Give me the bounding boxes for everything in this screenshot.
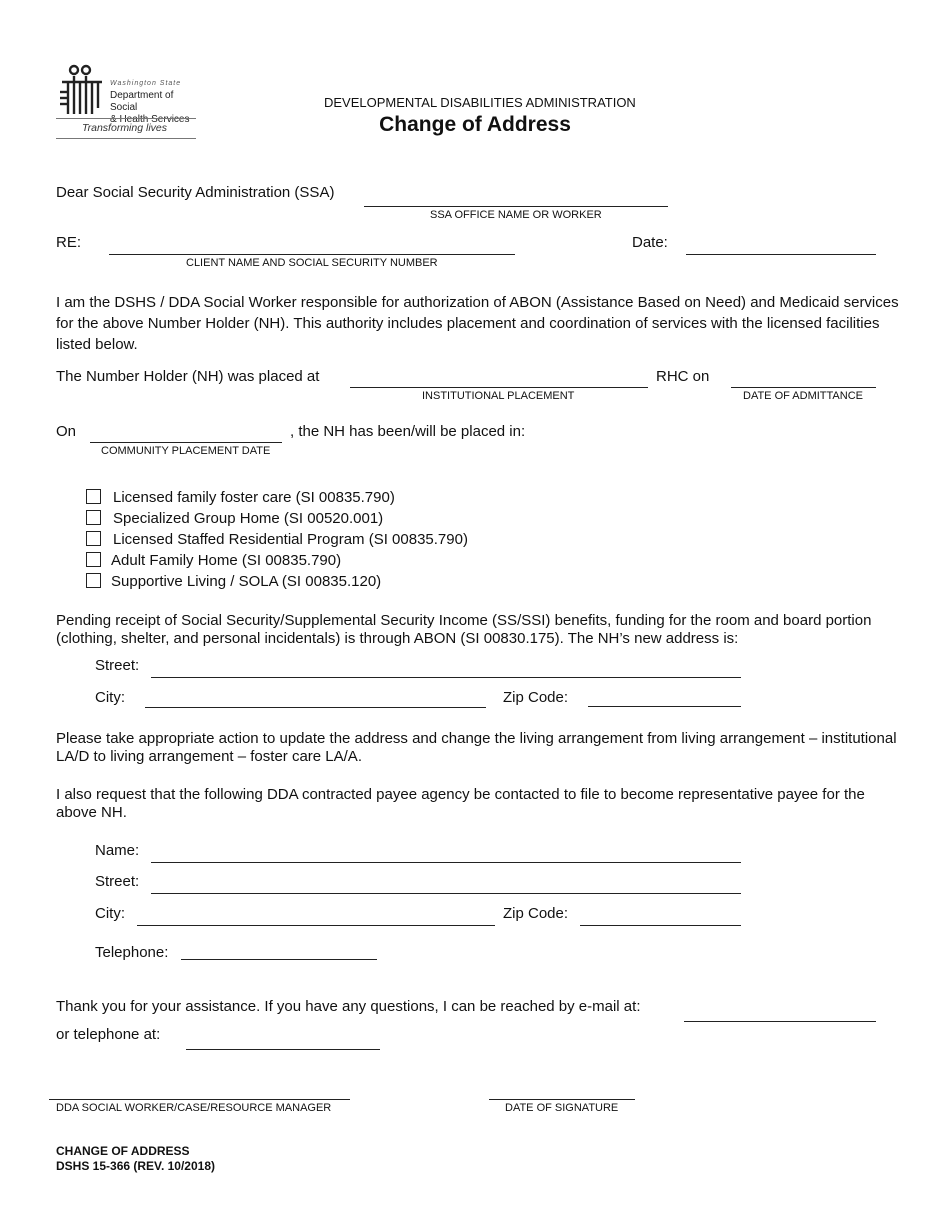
signature-date-field[interactable] (489, 1099, 635, 1100)
checkbox[interactable] (86, 531, 101, 546)
admittance-date-caption: DATE OF ADMITTANCE (743, 390, 863, 402)
option-supportive-living[interactable] (86, 573, 381, 593)
pending-paragraph: Pending receipt of Social Security/Supplemental Security Income (SS/SSI) benefits, funding for the room and board portion (clothing, shelter, and personal incidentals) is through ABON (SI 00830.175). The NH’s new address is: (56, 612, 872, 647)
logo-tagline: Transforming lives (82, 122, 167, 134)
client-name-field[interactable] (109, 254, 515, 255)
logo-state: Washington State (110, 80, 182, 87)
date-field[interactable] (686, 254, 876, 255)
community-date-field[interactable] (90, 442, 282, 443)
ssa-office-field[interactable] (364, 206, 668, 207)
institutional-placement-caption: INSTITUTIONAL PLACEMENT (422, 390, 575, 402)
address-zip-label: Zip Code: (503, 689, 569, 706)
payee-zip-field[interactable] (580, 925, 741, 926)
client-name-caption: CLIENT NAME AND SOCIAL SECURITY NUMBER (186, 257, 438, 269)
checkbox[interactable] (86, 552, 101, 567)
checkbox[interactable] (86, 573, 101, 588)
manager-caption: DDA SOCIAL WORKER/CASE/RESOURCE MANAGER (56, 1102, 332, 1114)
payee-name-label: Name: (95, 842, 140, 859)
closing-email-text: Thank you for your assistance. If you have any questions, I can be reached by e-mail at: (56, 998, 641, 1015)
payee-telephone-field[interactable] (181, 959, 377, 960)
admittance-date-field[interactable] (731, 387, 876, 388)
community-date-caption: COMMUNITY PLACEMENT DATE (101, 445, 271, 457)
address-street-field[interactable] (151, 677, 741, 678)
option-label: Adult Family Home (SI 00835.790) (111, 552, 342, 569)
intro-paragraph: I am the DSHS / DDA Social Worker responsible for authorization of ABON (Assistance Based on Need) and Medicaid services for the above Number Holder (NH). This authority includes placement and coordination of services with the licensed facilities listed below. (56, 294, 899, 353)
option-label: Licensed Staffed Residential Program (SI 00835.790) (113, 531, 468, 548)
page-title: Change of Address (379, 113, 571, 136)
logo-rule-bottom (56, 138, 196, 139)
email-field[interactable] (684, 1021, 876, 1022)
footer-title: CHANGE OF ADDRESS (56, 1144, 190, 1158)
phone-field[interactable] (186, 1049, 380, 1050)
payee-name-field[interactable] (151, 862, 741, 863)
address-street-label: Street: (95, 657, 140, 674)
address-city-label: City: (95, 689, 125, 706)
checkbox[interactable] (86, 489, 101, 504)
ssa-office-caption: SSA OFFICE NAME OR WORKER (430, 209, 602, 221)
institutional-placement-field[interactable] (350, 387, 648, 388)
payee-telephone-label: Telephone: (95, 944, 169, 961)
placement-label: The Number Holder (NH) was placed at (56, 368, 320, 385)
option-label: Specialized Group Home (SI 00520.001) (113, 510, 384, 527)
address-city-field[interactable] (145, 707, 486, 708)
community-suffix: , the NH has been/will be placed in: (290, 423, 526, 440)
rhc-label: RHC on (656, 368, 710, 385)
footer-form-number: DSHS 15-366 (REV. 10/2018) (56, 1159, 215, 1173)
payee-street-label: Street: (95, 873, 140, 890)
closing-phone-text: or telephone at: (56, 1026, 161, 1043)
agency-name: DEVELOPMENTAL DISABILITIES ADMINISTRATION (324, 95, 636, 110)
option-adult-family-home[interactable] (86, 552, 341, 572)
payee-zip-label: Zip Code: (503, 905, 569, 922)
address-zip-field[interactable] (588, 706, 741, 707)
request-paragraph: I also request that the following DDA contracted payee agency be contacted to file to become representative payee for the above NH. (56, 786, 865, 821)
action-paragraph: Please take appropriate action to update the address and change the living arrangement from living arrangement – institutional LA/D to living arrangement – foster care LA/A. (56, 730, 897, 765)
option-foster-care[interactable] (86, 489, 395, 509)
logo-line1: Department of Social (110, 90, 174, 113)
salutation-label: Dear Social Security Administration (SSA) (56, 184, 335, 201)
manager-signature-field[interactable] (49, 1099, 350, 1100)
option-label: Licensed family foster care (SI 00835.790) (113, 489, 395, 506)
logo-line2: & Health Services (110, 114, 190, 125)
payee-street-field[interactable] (151, 893, 741, 894)
option-label: Supportive Living / SOLA (SI 00835.120) (111, 573, 382, 590)
checkbox[interactable] (86, 510, 101, 525)
re-label: RE: (56, 234, 82, 251)
signature-date-caption: DATE OF SIGNATURE (505, 1102, 619, 1114)
date-label: Date: (632, 234, 668, 251)
on-label: On (56, 423, 77, 440)
payee-city-label: City: (95, 905, 125, 922)
dshs-figures-icon (56, 64, 108, 116)
option-staffed-residential[interactable] (86, 531, 468, 551)
option-group-home[interactable] (86, 510, 383, 530)
payee-city-field[interactable] (137, 925, 495, 926)
